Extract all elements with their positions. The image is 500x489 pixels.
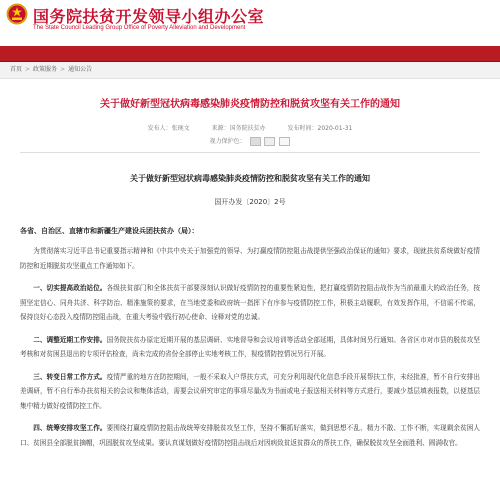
color-option-2[interactable] [264, 137, 275, 146]
intro-paragraph: 为贯彻落实习近平总书记重要指示精神和《中共中央关于加强党的领导、为打赢疫情防控阻击战提供坚强政治保证的通知》要求，现就扶贫系统做好疫情防控和近期脱贫攻坚重点工作通知如下。 [20, 247, 480, 270]
addressee: 各省、自治区、直辖市和新疆生产建设兵团扶贫办（局）： [20, 227, 199, 235]
article-meta [20, 123, 480, 132]
section-1-text: 各级扶贫部门和全体扶贫干部要深刻认识做好疫情防控的重要性紧迫性，把打赢疫情防控阻击战作为当前最重大的政治任务，按照坚定信心、同舟共济、科学防治、精准施策的要求，在当地党委和政府统一指挥下有序参与疫情防控工作，积极主动履职，有效发挥作用，不信谣不传谣，保持良好心态投入疫情防控阻击战，在重大考验中践行初心使命、诠释对党的忠诚。 [20, 284, 481, 321]
eye-protect-label: 视力保护色： [209, 138, 246, 145]
publisher: 发布人：张琬文 [147, 125, 190, 132]
publish-date: 发布时间：2020-01-31 [287, 125, 353, 132]
breadcrumb-policy[interactable]: 政策服务 [33, 66, 58, 73]
nav-bar [0, 46, 500, 62]
section-2 [20, 333, 480, 362]
section-4-lead: 四、统筹安排攻坚工作。 [33, 424, 107, 432]
main-content [0, 95, 500, 450]
breadcrumb-home[interactable]: 首页 [10, 66, 23, 73]
document-number: 国开办发〔2020〕2号 [214, 198, 286, 206]
section-4-text: 要围绕打赢疫情防控阻击战统筹安排脱贫攻坚工作，坚持不懈抓好落实，做到思想不乱、精力不散、工作不断，实现剩余贫困人口、贫困县全部脱贫摘帽，巩固脱贫攻坚成果。要认真谋划做好疫情防控阻击战后对因病致贫返贫群众的帮扶工作，确保脱贫攻坚全面胜利、圆满收官。 [20, 424, 481, 447]
source: 来源：国务院扶贫办 [211, 125, 266, 132]
site-subtitle: The State Council Leading Group Office of Poverty Alleviation and Development [33, 25, 246, 31]
eye-protect-color-control [20, 136, 480, 146]
section-1-lead: 一、切实提高政治站位。 [33, 284, 107, 292]
document-heading: 关于做好新型冠状病毒感染肺炎疫情防控和脱贫攻坚有关工作的通知 [130, 174, 370, 183]
national-emblem-icon [6, 3, 28, 25]
page-title: 关于做好新型冠状病毒感染肺炎疫情防控和脱贫攻坚有关工作的通知 [100, 99, 400, 110]
section-3 [20, 370, 480, 414]
breadcrumb-separator: > [60, 66, 66, 73]
site-title: 国务院扶贫开发领导小组办公室 [33, 7, 265, 26]
section-2-lead: 二、调整近期工作安排。 [33, 335, 107, 344]
section-3-lead: 三、转变日常工作方式。 [33, 372, 107, 381]
color-option-1[interactable] [250, 137, 261, 146]
breadcrumb-notices[interactable]: 通知公告 [68, 66, 93, 73]
section-2-text: 国务院扶贫办原定近期开展的基层调研、实地督导和会议培训等活动全部延期，具体时间另行通知。各省区市对市县的脱贫攻坚考核和对贫困县退出的专项评估检查，尚未完成的省份全部停止实地考核工作，视疫情防控情况另行开展。 [20, 335, 481, 358]
color-option-3[interactable] [279, 137, 290, 146]
section-4 [20, 421, 480, 450]
section-1 [20, 281, 480, 325]
section-3-text: 疫情严重的地方在防控期间，一般不采取入户帮扶方式，可充分利用现代化信息手段开展帮扶工作，未经批准，暂不自行安排出差调研，暂不自行举办扶贫相关的会议和集体活动，需要会议研究审定的事项尽量改为书面或电子报送相关材料等方式进行，要减少基层填表报数，以便基层集中精力做好疫情防控工作。 [20, 372, 481, 410]
breadcrumb [0, 62, 500, 79]
divider [20, 152, 480, 153]
breadcrumb-separator: > [25, 66, 31, 73]
site-header [0, 0, 500, 46]
